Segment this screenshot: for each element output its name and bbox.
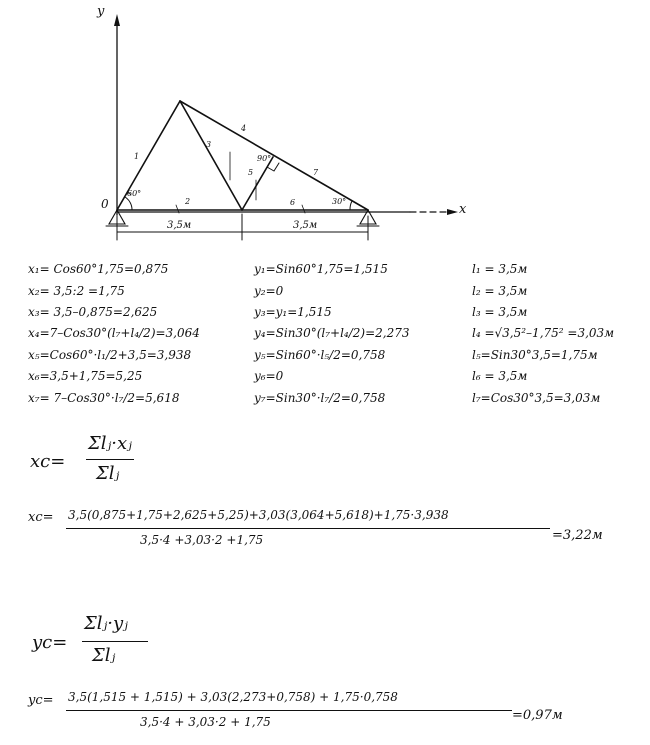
y1-line: y₁=Sin60°1,75=1,515 xyxy=(254,262,388,276)
yc-calc-lhs: yc= xyxy=(28,693,54,708)
xc-calc-denominator: 3,5·4 +3,03·2 +1,75 xyxy=(140,533,264,547)
xc-formula-numerator: Σlⱼ·xⱼ xyxy=(88,433,132,454)
x2-line: x₂= 3,5:2 =1,75 xyxy=(28,284,125,298)
origin-label: 0 xyxy=(101,197,109,211)
member-label-1: 1 xyxy=(134,152,140,161)
x7-line: x₇= 7–Cos30°·l₇/2=5,618 xyxy=(28,391,180,405)
member-label-4: 4 xyxy=(241,124,247,133)
x1-line: x₁= Cos60°1,75=0,875 xyxy=(28,262,169,276)
xc-calc-fraction-bar xyxy=(66,528,550,529)
x5-line: x₅=Cos60°·l₁/2+3,5=3,938 xyxy=(28,348,192,362)
yc-result: =0,97м xyxy=(512,708,563,723)
l6-line: l₆ = 3,5м xyxy=(472,369,528,383)
xc-formula-fraction-bar xyxy=(86,459,134,460)
angle-30-arc xyxy=(350,201,352,210)
y2-line: y₂=0 xyxy=(254,284,284,298)
yc-calc-fraction-bar xyxy=(66,710,512,711)
l4-line: l₄ =√3,5²–1,75² =3,03м xyxy=(472,326,615,340)
member-4 xyxy=(180,101,368,210)
y5-line: y₅=Sin60°·l₅/2=0,758 xyxy=(254,348,386,362)
y4-line: y₄=Sin30°(l₇+l₄/2)=2,273 xyxy=(254,326,410,340)
member-label-6: 6 xyxy=(290,198,296,207)
axis-y-label: y xyxy=(97,4,105,19)
angle-30-label: 30° xyxy=(332,197,347,206)
l3-line: l₃ = 3,5м xyxy=(472,305,528,319)
member-label-3: 3 xyxy=(206,140,212,149)
l5-line: l₅=Sin30°3,5=1,75м xyxy=(472,348,598,362)
yc-formula-denominator: Σlⱼ xyxy=(92,645,116,666)
yc-formula-numerator: Σlⱼ·yⱼ xyxy=(84,613,128,634)
axis-x-label: x xyxy=(459,202,467,217)
x-axis-arrow xyxy=(447,209,458,215)
xc-result: =3,22м xyxy=(552,528,603,543)
x6-line: x₆=3,5+1,75=5,25 xyxy=(28,369,143,383)
yc-calc-denominator: 3,5·4 + 3,03·2 + 1,75 xyxy=(140,715,271,729)
angle-60-label: 60° xyxy=(127,189,142,198)
truss-diagram xyxy=(0,0,650,250)
xc-formula-denominator: Σlⱼ xyxy=(96,463,120,484)
member-label-7: 7 xyxy=(313,168,319,177)
y7-line: y₇=Sin30°·l₇/2=0,758 xyxy=(254,391,386,405)
xc-calc-lhs: xc= xyxy=(28,510,54,525)
xc-calc-numerator: 3,5(0,875+1,75+2,625+5,25)+3,03(3,064+5,618)+1,75·3,938 xyxy=(68,508,449,522)
member-label-2: 2 xyxy=(185,197,191,206)
l7-line: l₇=Cos30°3,5=3,03м xyxy=(472,391,601,405)
member-label-5: 5 xyxy=(248,168,254,177)
x4-line: x₄=7–Cos30°(l₇+l₄/2)=3,064 xyxy=(28,326,200,340)
yc-formula-fraction-bar xyxy=(82,641,148,642)
angle-90-label: 90° xyxy=(257,154,272,163)
y-axis-arrow xyxy=(114,14,120,26)
member-5 xyxy=(242,157,273,210)
y6-line: y₆=0 xyxy=(254,369,284,383)
member-3 xyxy=(180,101,242,210)
dimension-right-label: 3,5м xyxy=(293,220,318,231)
l1-line: l₁ = 3,5м xyxy=(472,262,528,276)
dimension-left-label: 3,5м xyxy=(167,220,192,231)
angle-60-arc xyxy=(125,197,132,210)
yc-formula-lhs: yc= xyxy=(32,632,68,653)
l2-line: l₂ = 3,5м xyxy=(472,284,528,298)
x3-line: x₃= 3,5–0,875=2,625 xyxy=(28,305,158,319)
y3-line: y₃=y₁=1,515 xyxy=(254,305,332,319)
yc-calc-numerator: 3,5(1,515 + 1,515) + 3,03(2,273+0,758) + 1,75·0,758 xyxy=(68,690,398,704)
xc-formula-lhs: xc= xyxy=(30,451,66,472)
